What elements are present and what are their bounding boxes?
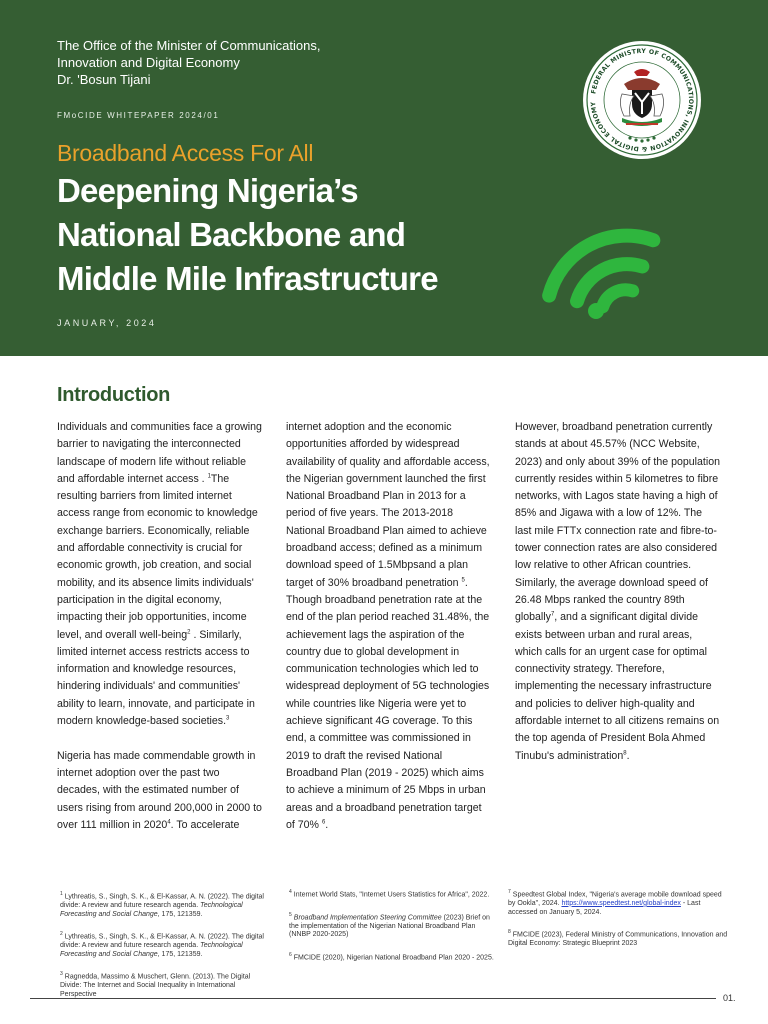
paragraph bbox=[515, 419, 720, 765]
footnote bbox=[60, 930, 265, 959]
seal-icon bbox=[582, 40, 702, 160]
footnote bbox=[289, 951, 494, 963]
footnote-journal: Technological Forecasting and Social Change bbox=[60, 901, 243, 918]
footnote-number: 3 bbox=[60, 971, 63, 978]
footnotes-column-2 bbox=[289, 888, 494, 974]
footnote bbox=[60, 890, 265, 919]
footnote-number: 4 bbox=[289, 889, 292, 895]
text-run: Nigeria has made commendable growth in internet adoption over the past two decades, with the estimated number of users rising from around 200,000 in 2000 to over 111 million in 2020 bbox=[57, 749, 262, 831]
footnote bbox=[60, 970, 265, 999]
office-line: Dr. 'Bosun Tijani bbox=[57, 72, 151, 87]
text-run: . Though broadband penetration rate at the end of the plan period reached 31.48%, the achievement lags the aspiration of the country due to global development in communication technologies which led to widespread deployment of 5G technologies while countries like Nigeria were yet to achieve significant 4G coverage. To this end, a committee was commissioned in 2019 to draft the revised National Broadband Plan (2019 - 2025) which aims to achieve a minimum of 25 Mbps in urban areas and a broadband penetration target of 70% bbox=[286, 576, 490, 831]
document-subtitle: Broadband Access For All bbox=[57, 140, 314, 166]
paragraph bbox=[57, 419, 262, 730]
document-date: JANUARY, 2024 bbox=[57, 318, 157, 328]
intro-column-3 bbox=[515, 419, 720, 765]
footnote-text: Speedtest Global Index, "Nigeria's average mobile download speed by Ookla", 2024. bbox=[508, 891, 722, 907]
intro-column-1 bbox=[57, 419, 262, 834]
footnote-number: 6 bbox=[289, 952, 292, 959]
text-run: The resulting barriers from limited internet access range from economic to knowledge exchange barriers. Economically, reliable and affordable connectivity is crucial for economic growth, job creation, and social mobility, and its absence limits individuals' participation in the digital economy, impacting their job opportunities, income level, and overall well-being bbox=[57, 472, 258, 641]
text-run: , and a significant digital divide exists between urban and rural areas, which calls for an urgent case for optimal connectivity strategy. Therefore, implementing the necessary infrastructure and policies to deliver high-quality and affordable internet to all citizens remains on the top agenda of President Bola Ahmed Tinubu's administration bbox=[515, 611, 720, 762]
wifi-icon bbox=[538, 205, 673, 323]
text-run: . To accelerate bbox=[170, 818, 240, 831]
office-name bbox=[57, 37, 320, 88]
footnote bbox=[289, 911, 494, 940]
footnote-text: Lythreatis, S., Singh, S. K., & El-Kassar, A. N. (2022). The digital divide: A review and future research agenda. bbox=[60, 933, 264, 950]
footnote-ref: 7 bbox=[550, 611, 555, 618]
paragraph bbox=[57, 748, 262, 834]
footnotes-column-1 bbox=[60, 890, 265, 1010]
text-run: . bbox=[325, 818, 329, 831]
intro-column-2 bbox=[286, 419, 491, 834]
footnote-ref: 1 bbox=[207, 473, 211, 480]
text-run: . Similarly, limited internet access restricts access to information and knowledge resources, hindering individuals' and communities' ability to learn, innovate, and participate in modern knowledge-based societies. bbox=[57, 628, 255, 728]
footnote-text: , 175, 121359. bbox=[157, 950, 203, 958]
footer-rule bbox=[30, 998, 716, 999]
whitepaper-id: FMoCIDE WHITEPAPER 2024/01 bbox=[57, 111, 220, 120]
footnote-number: 7 bbox=[508, 889, 511, 895]
seal-text: FEDERAL MINISTRY OF COMMUNICATIONS, INNOVATION & DIGITAL ECONOMY bbox=[589, 47, 695, 153]
footnote-ref: 6 bbox=[321, 819, 326, 826]
footnote-number: 2 bbox=[60, 931, 63, 938]
footnotes-column-3 bbox=[508, 888, 728, 960]
introduction-heading: Introduction bbox=[57, 384, 171, 406]
footnote bbox=[289, 888, 494, 900]
document-title bbox=[57, 169, 438, 301]
office-line: Innovation and Digital Economy bbox=[57, 55, 240, 70]
office-line: The Office of the Minister of Communications, bbox=[57, 38, 321, 53]
footnote-number: 8 bbox=[508, 929, 511, 936]
footnote-ref: 2 bbox=[187, 629, 191, 636]
title-line: Middle Mile Infrastructure bbox=[57, 260, 438, 297]
footnote bbox=[508, 928, 728, 949]
footnote-number: 5 bbox=[289, 911, 292, 918]
footnote bbox=[508, 888, 728, 917]
footnote-ref: 5 bbox=[461, 577, 465, 584]
footnote-author: Broadband Implementation Steering Committee bbox=[293, 914, 442, 922]
footnote-number: 1 bbox=[60, 891, 63, 897]
title-line: National Backbone and bbox=[57, 216, 406, 253]
footnote-text: Internet World Stats, "Internet Users Statistics for Africa", 2022. bbox=[293, 891, 490, 899]
footnote-text: - Last accessed on January 5, 2024. bbox=[508, 899, 701, 916]
footnote-journal: Technological Forecasting and Social Change bbox=[60, 942, 243, 958]
text-run: Individuals and communities face a growing barrier to navigating the interconnected landscape of modern life without reliable and affordable internet access . bbox=[57, 421, 262, 485]
text-run: However, broadband penetration currently stands at about 45.57% (NCC Website, 2023) and only about 39% of the population currently resides within 5 kilometres to fibre networks, with Lagos state having a high of 85% and Jigawa with a low of 12%. The last mile FTTx connection rate and fibre-to-tower connection rates are also considered low relative to other African countries. Similarly, the average download speed of 26.48 Mbps ranked the country 89th globally bbox=[515, 421, 720, 624]
footnote-ref: 3 bbox=[226, 715, 230, 722]
footnote-text: (2023) Brief on the implementation of the Nigerian National Broadband Plan (NNBP 2020-2025) bbox=[289, 914, 490, 939]
footnote-text: Lythreatis, S., Singh, S. K., & El-Kassar, A. N. (2022). The digital divide: A review and future research agenda. bbox=[60, 893, 264, 909]
header-banner bbox=[0, 0, 768, 356]
footnote-text: FMCIDE (2020), Nigerian National Broadband Plan 2020 - 2025. bbox=[293, 954, 494, 962]
footnote-text: Ragnedda, Massimo & Muschert, Glenn. (2013). The Digital Divide: The Internet and Social Inequality in International Perspective bbox=[60, 973, 251, 998]
footnote-ref: 8 bbox=[623, 750, 627, 757]
text-run: internet adoption and the economic opportunities afforded by widespread availability of quality and affordable access, the Nigerian government launched the first National Broadband Plan in 2013 for a period of five years. The 2013-2018 National Broadband Plan aimed to achieve broadband access; defined as a minimum download speed of 1.5Mbpsand a plan target of 30% broadband penetration bbox=[286, 421, 490, 589]
text-run: . bbox=[626, 749, 630, 762]
title-line: Deepening Nigeria’s bbox=[57, 172, 358, 209]
speedtest-link[interactable]: https://www.speedtest.net/global-index bbox=[561, 899, 681, 907]
footnote-text: FMCIDE (2023), Federal Ministry of Communications, Innovation and Digital Economy: Strategic Blueprint 2023 bbox=[508, 931, 728, 948]
paragraph bbox=[286, 419, 491, 834]
page-number: 01. bbox=[723, 993, 736, 1003]
footnote-text: , 175, 121359. bbox=[157, 910, 203, 918]
footnote-ref: 4 bbox=[167, 819, 171, 826]
